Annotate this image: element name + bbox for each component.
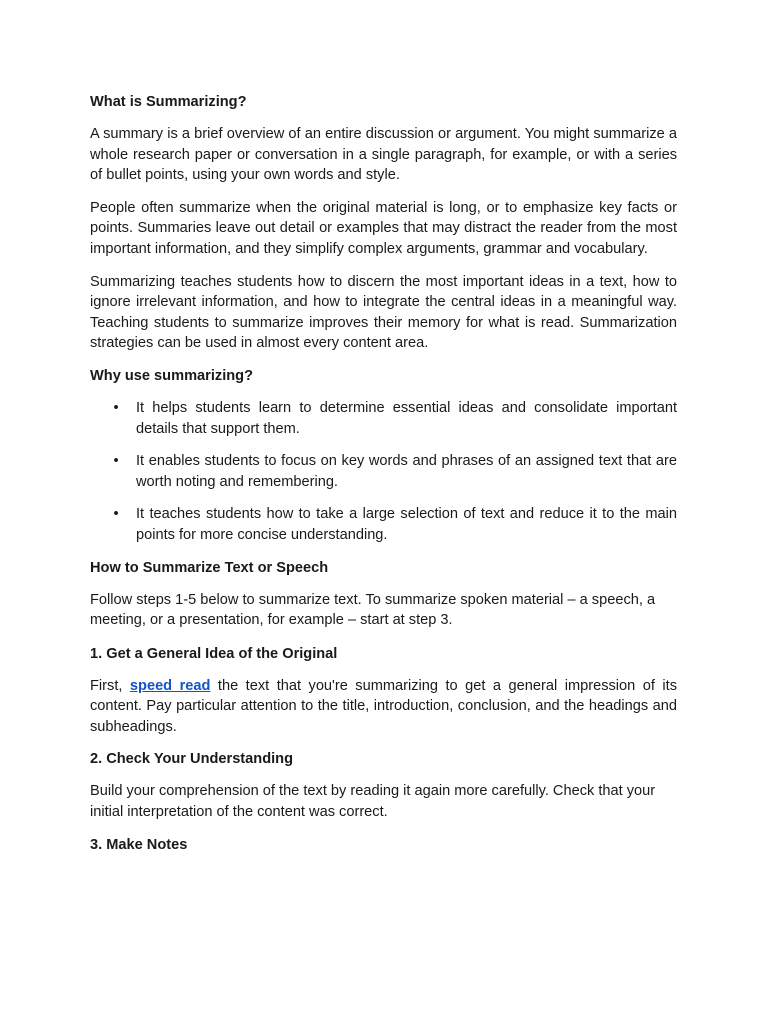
section-heading-why-use-summarizing: Why use summarizing? xyxy=(90,367,253,384)
bullet-text: It helps students learn to determine essential ideas and consolidate important details that support them. xyxy=(136,399,677,437)
bullet-icon: • xyxy=(113,399,119,416)
step1-heading: 1. Get a General Idea of the Original xyxy=(90,645,338,662)
bullet-item xyxy=(90,398,677,439)
step1-text-after-link: the text that you're summarizing to get a general impression of its content. Pay particular attention to the title, introduction, conclusion, and the headings and subheadings. xyxy=(90,677,678,735)
bullet-icon: • xyxy=(113,453,119,470)
bullet-item xyxy=(90,504,677,545)
paragraph-step2: Build your comprehension of the text by reading it again more carefully. Check that your initial interpretation of the content was correct. xyxy=(90,783,656,821)
bullet-list xyxy=(90,398,677,546)
section-heading-what-is-summarizing: What is Summarizing? xyxy=(90,94,247,110)
bullet-item xyxy=(90,451,677,492)
bullet-text: It teaches students how to take a large selection of text and reduce it to the main points for more concise understanding. xyxy=(136,506,677,543)
paragraph-follow-steps: Follow steps 1-5 below to summarize text. To summarize spoken material – a speech, a meeting, or a presentation, for example – start at step 3. xyxy=(90,591,656,629)
paragraph-summarizing-teaches: Summarizing teaches students how to discern the most important ideas in a text, how to ignore irrelevant information, and how to integrate the central ideas in a meaningful way. Teaching students to summarize improves their memory for what is read. Summarization strategies can be used in almost every content area. xyxy=(90,273,677,352)
speed-read-link[interactable]: speed read xyxy=(129,677,211,694)
paragraph-why-people-summarize: People often summarize when the original material is long, or to emphasize key facts or points. Summaries leave out detail or examples that may distract the reader from the most important information, and they simplify complex arguments, grammar and vocabulary. xyxy=(90,199,677,257)
bullet-text: It enables students to focus on key words and phrases of an assigned text that are worth noting and remembering. xyxy=(136,453,677,490)
step3-heading: 3. Make Notes xyxy=(90,836,188,853)
step2-heading: 2. Check Your Understanding xyxy=(90,751,294,768)
paragraph-summary-definition: A summary is a brief overview of an entire discussion or argument. You might summarize a whole research paper or conversation in a single paragraph, for example, or with a series of bullet points, using your own words and style. xyxy=(90,126,677,184)
bullet-icon: • xyxy=(113,506,119,523)
section-heading-how-to-summarize: How to Summarize Text or Speech xyxy=(90,559,329,576)
step1-text-before-link: First, xyxy=(90,677,130,694)
paragraph-step1 xyxy=(90,676,677,738)
